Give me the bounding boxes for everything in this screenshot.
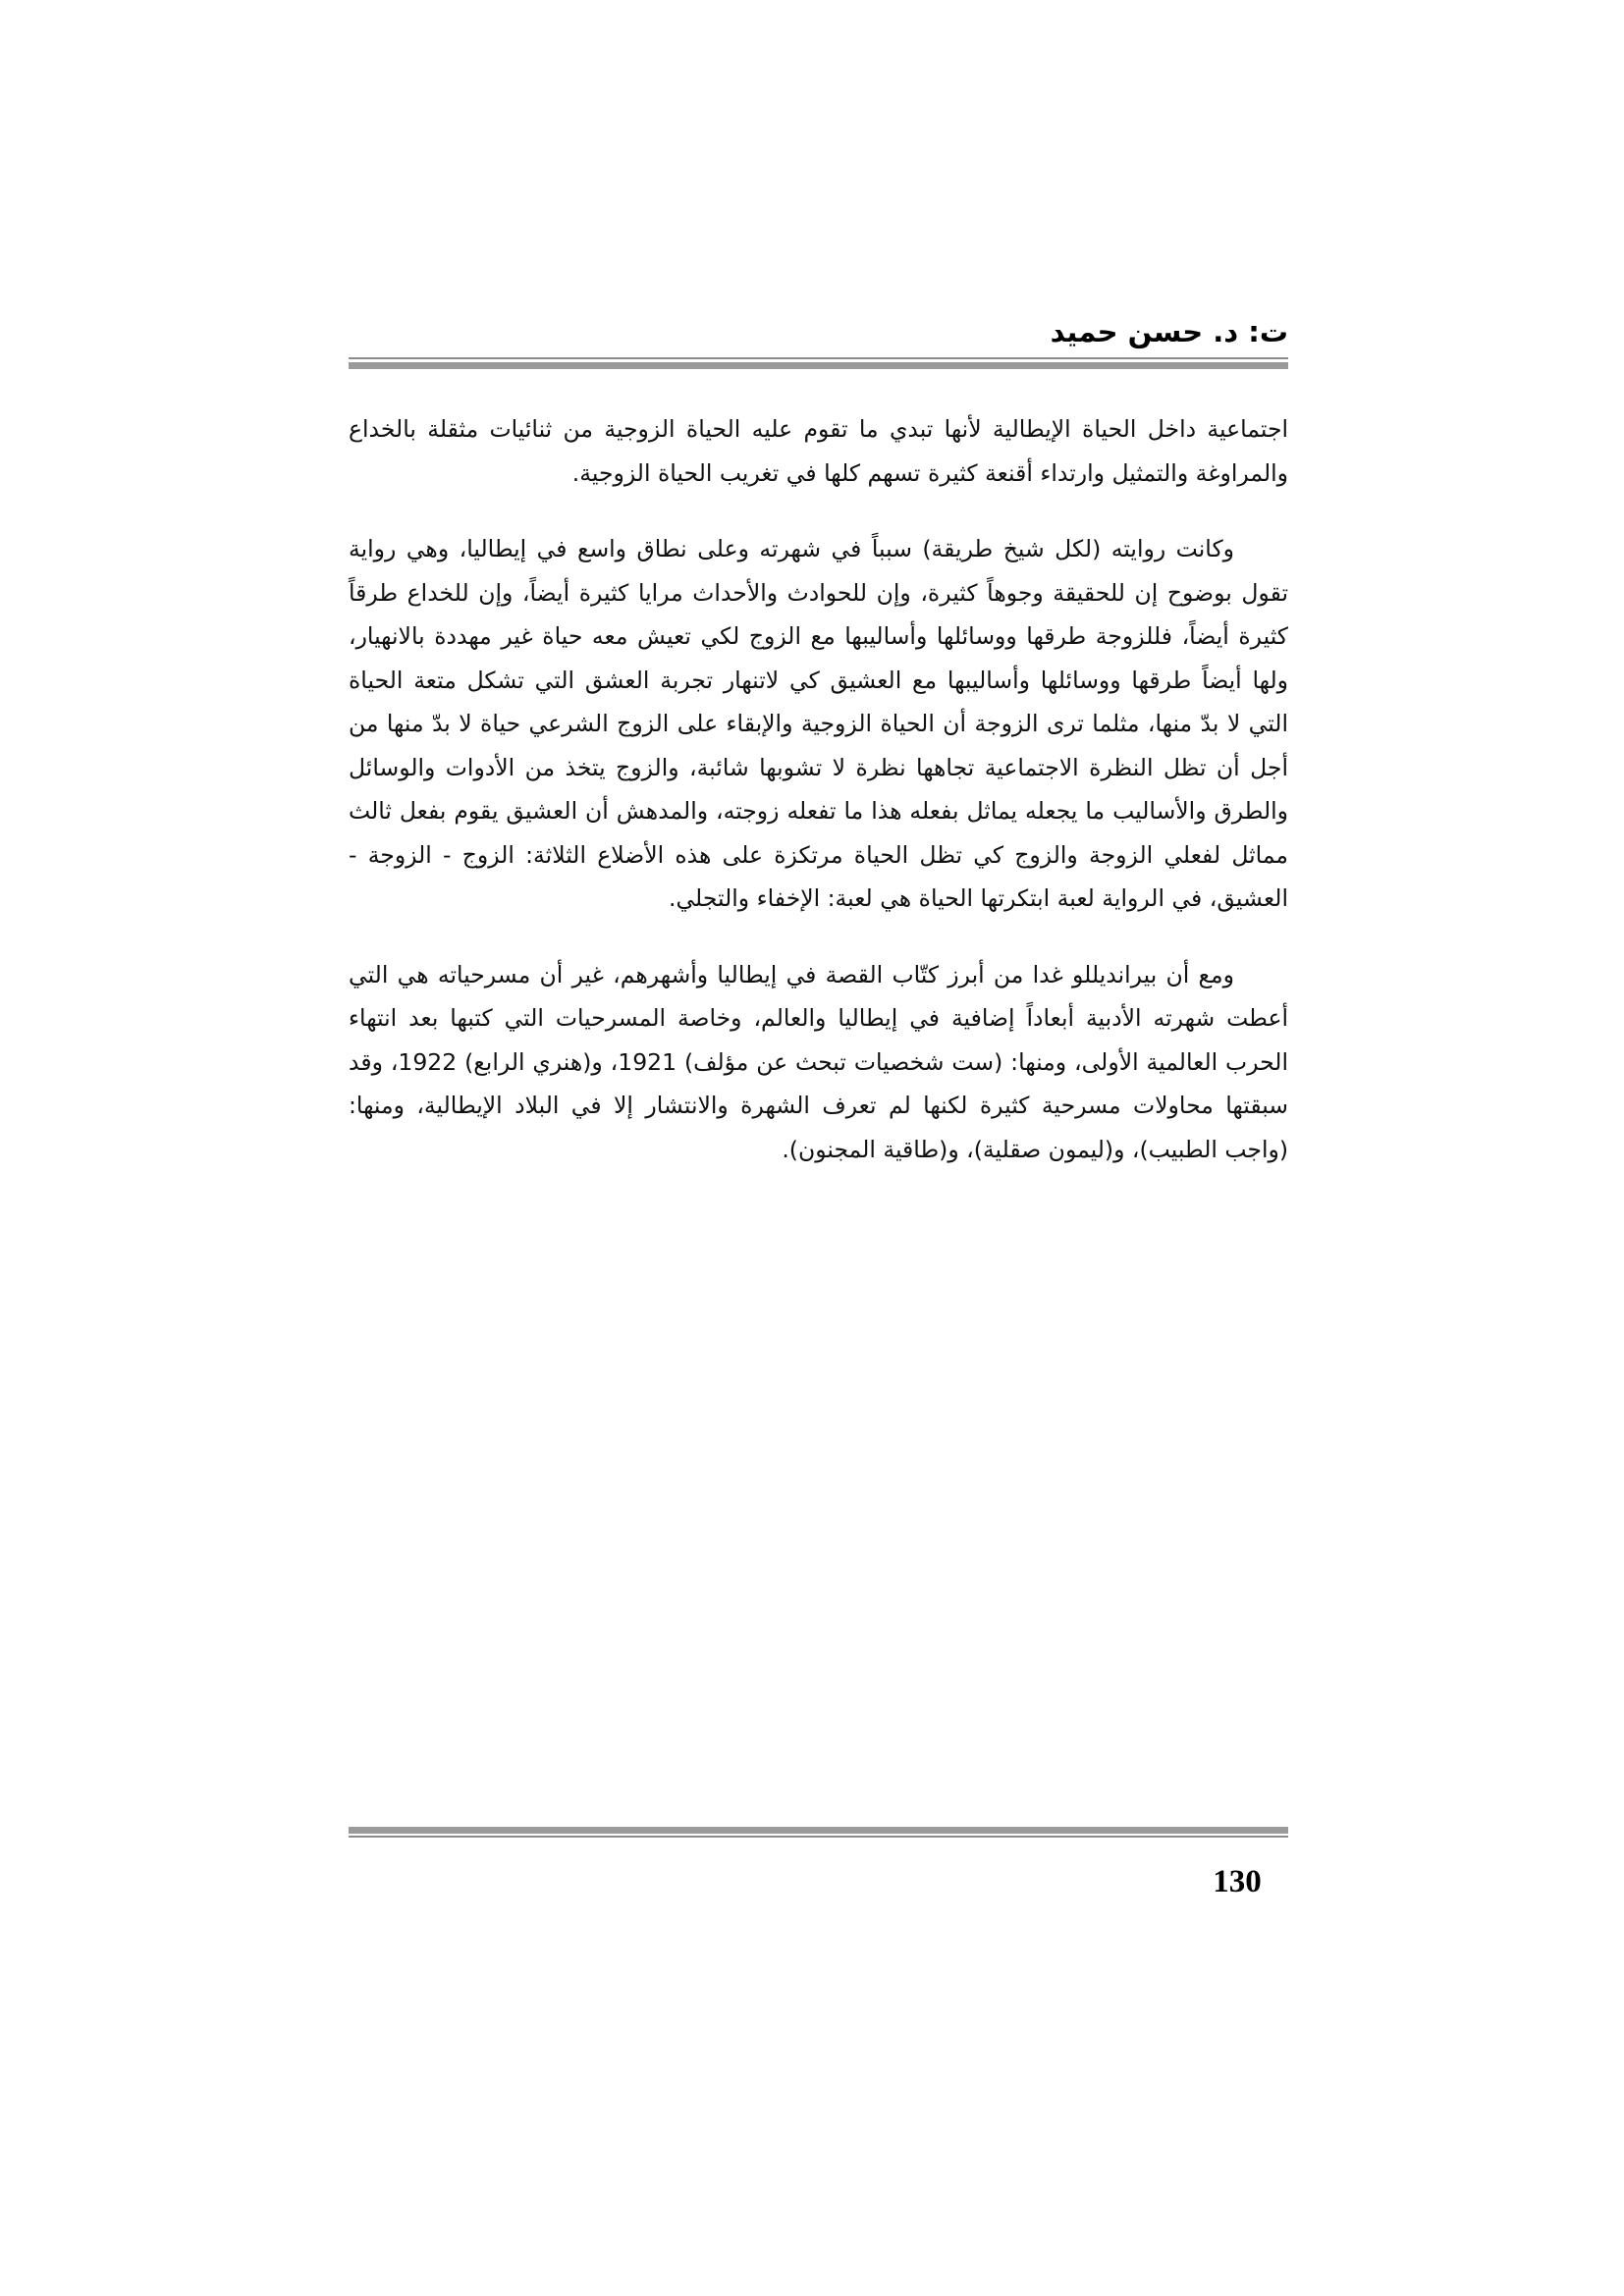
paragraph-plays: ومع أن بيرانديللو غدا من أبرز كتّاب القصة في إيطاليا وأشهرهم، غير أن مسرحياته هي التي أعطت شهرته الأدبية أبعاداً إضافية في إيطاليا والعالم، وخاصة المسرحيات التي كتبها بعد انتهاء الحرب العالمية الأولى، ومنها: (ست شخصيات تبحث عن مؤلف) 1921، و(هنري الرابع) 1922، وقد سبقتها محاولات مسرحية كثيرة لكنها لم تعرف الشهرة والانتشار إلا في البلاد الإيطالية، ومنها: (واجب الطبيب)، و(ليمون صقلية)، و(طاقية المجنون).	[349, 960, 1288, 1163]
footer-rule-thin-line	[349, 1836, 1288, 1838]
footer-rule-thick-line	[349, 1827, 1288, 1834]
body-text	[349, 407, 1288, 1171]
footer-rule	[349, 1827, 1288, 1840]
running-title: ت: د. حسن حميد	[1050, 315, 1288, 348]
paragraph-continuation: اجتماعية داخل الحياة الإيطالية لأنها تبدي ما تقوم عليه الحياة الزوجية من ثنائيات مثقلة بالخداع والمراوغة والتمثيل وارتداء أقنعة كثيرة تسهم كلها في تغريب الحياة الزوجية.	[349, 415, 1288, 487]
paragraph-novel: وكانت روايته (لكل شيخ طريقة) سبباً في شهرته وعلى نطاق واسع في إيطاليا، وهي رواية تقول بوضوح إن للحقيقة وجوهاً كثيرة، وإن للحوادث والأحداث مرايا كثيرة أيضاً، وإن للخداع طرقاً كثيرة أيضاً، فللزوجة طرقها ووسائلها وأساليبها مع الزوج لكي تعيش معه حياة غير مهددة بالانهيار، ولها أيضاً طرقها ووسائلها وأساليبها مع العشيق كي لاتنهار تجربة العشق التي تشكل متعة الحياة التي لا بدّ منها، مثلما ترى الزوجة أن الحياة الزوجية والإبقاء على الزوج الشرعي حياة لا بدّ منها من أجل أن تظل النظرة الاجتماعية تجاهها نظرة لا تشوبها شائبة، والزوج يتخذ من الأدوات والوسائل والطرق والأساليب ما يجعله يماثل بفعله هذا ما تفعله زوجته، والمدهش أن العشيق يقوم بفعل ثالث مماثل لفعلي الزوجة والزوج كي تظل الحياة مرتكزة على هذه الأضلاع الثلاثة: الزوج - الزوجة - العشيق، في الرواية لعبة ابتكرتها الحياة هي لعبة: الإخفاء والتجلي.	[349, 535, 1288, 912]
page-header	[349, 312, 1288, 351]
page-number: 130	[1213, 1864, 1262, 1899]
header-rule	[349, 357, 1288, 370]
header-rule-thin-line	[349, 357, 1288, 359]
header-rule-thick-line	[349, 362, 1288, 369]
